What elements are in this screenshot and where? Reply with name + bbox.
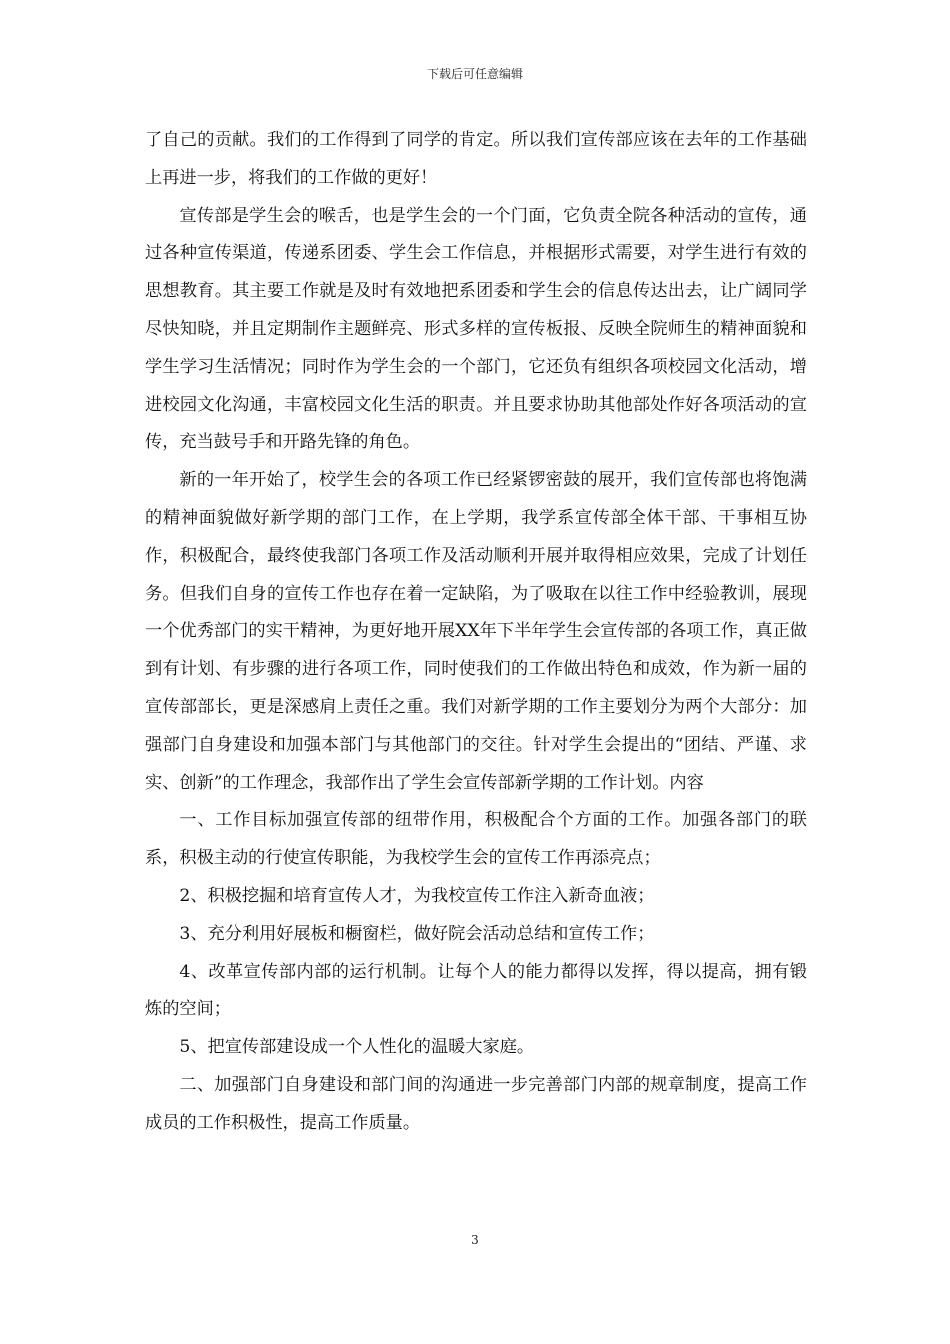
document-body (145, 122, 807, 1143)
paragraph-1: 了自己的贡献。我们的工作得到了同学的肯定。所以我们宣传部应该在去年的工作基础上再进一步，将我们的工作做的更好！ (145, 130, 807, 188)
page-number: 3 (471, 1233, 479, 1247)
paragraph-goal-3: 3、充分利用好展板和橱窗栏，做好院会活动总结和宣传工作； (179, 923, 655, 944)
paragraph-3: 新的一年开始了，校学生会的各项工作已经紧锣密鼓的展开，我们宣传部也将饱满的精神面貌做好新学期的部门工作，在上学期，我学系宣传部全体干部、干事相互协作，积极配合，最终使我部门各项工作及活动顺利开展并取得相应效果，完成了计划任务。但我们自身的宣传工作也存在着一定缺陷，为了吸取在以往工作中经验教训，展现一个优秀部门的实干精神，为更好地开展XX年下半年学生会宣传部的各项工作，真正做到有计划、有步骤的进行各项工作，同时使我们的工作做出特色和成效，作为新一届的宣传部部长，更是深感肩上责任之重。我们对新学期的工作主要划分为两个大部分：加强部门自身建设和加强本部门与其他部门的交往。针对学生会提出的“团结、严谨、求实、创新”的工作理念，我部作出了学生会宣传部新学期的工作计划。内容 (145, 470, 807, 793)
paragraph-goal-2: 2、积极挖掘和培育宣传人才，为我校宣传工作注入新奇血液； (179, 885, 655, 906)
paragraph-goal-1: 一、工作目标加强宣传部的纽带作用，积极配合个方面的工作。加强各部门的联系，积极主动的行使宣传职能，为我校学生会的宣传工作再添亮点； (145, 810, 807, 869)
paragraph-goal-4: 4、改革宣传部内部的运行机制。让每个人的能力都得以发挥，得以提高，拥有锻炼的空间； (145, 961, 807, 1020)
paragraph-goal-5: 5、把宣传部建设成一个人性化的温暖大家庭。 (179, 1037, 535, 1058)
page-header: 下载后可任意编辑 (426, 67, 523, 81)
paragraph-section-2: 二、加强部门自身建设和部门间的沟通进一步完善部门内部的规章制度，提高工作成员的工作积极性，提高工作质量。 (145, 1074, 807, 1133)
paragraph-2: 宣传部是学生会的喉舌，也是学生会的一个门面，它负责全院各种活动的宣传，通过各种宣传渠道，传递系团委、学生会工作信息，并根据形式需要，对学生进行有效的思想教育。其主要工作就是及时有效地把系团委和学生会的信息传达出去，让广阔同学尽快知晓，并且定期制作主题鲜亮、形式多样的宣传板报、反映全院师生的精神面貌和学生学习生活情况；同时作为学生会的一个部门，它还负有组织各项校园文化活动，增进校园文化沟通，丰富校园文化生活的职责。并且要求协助其他部处作好各项活动的宣传，充当鼓号手和开路先锋的角色。 (145, 205, 807, 453)
